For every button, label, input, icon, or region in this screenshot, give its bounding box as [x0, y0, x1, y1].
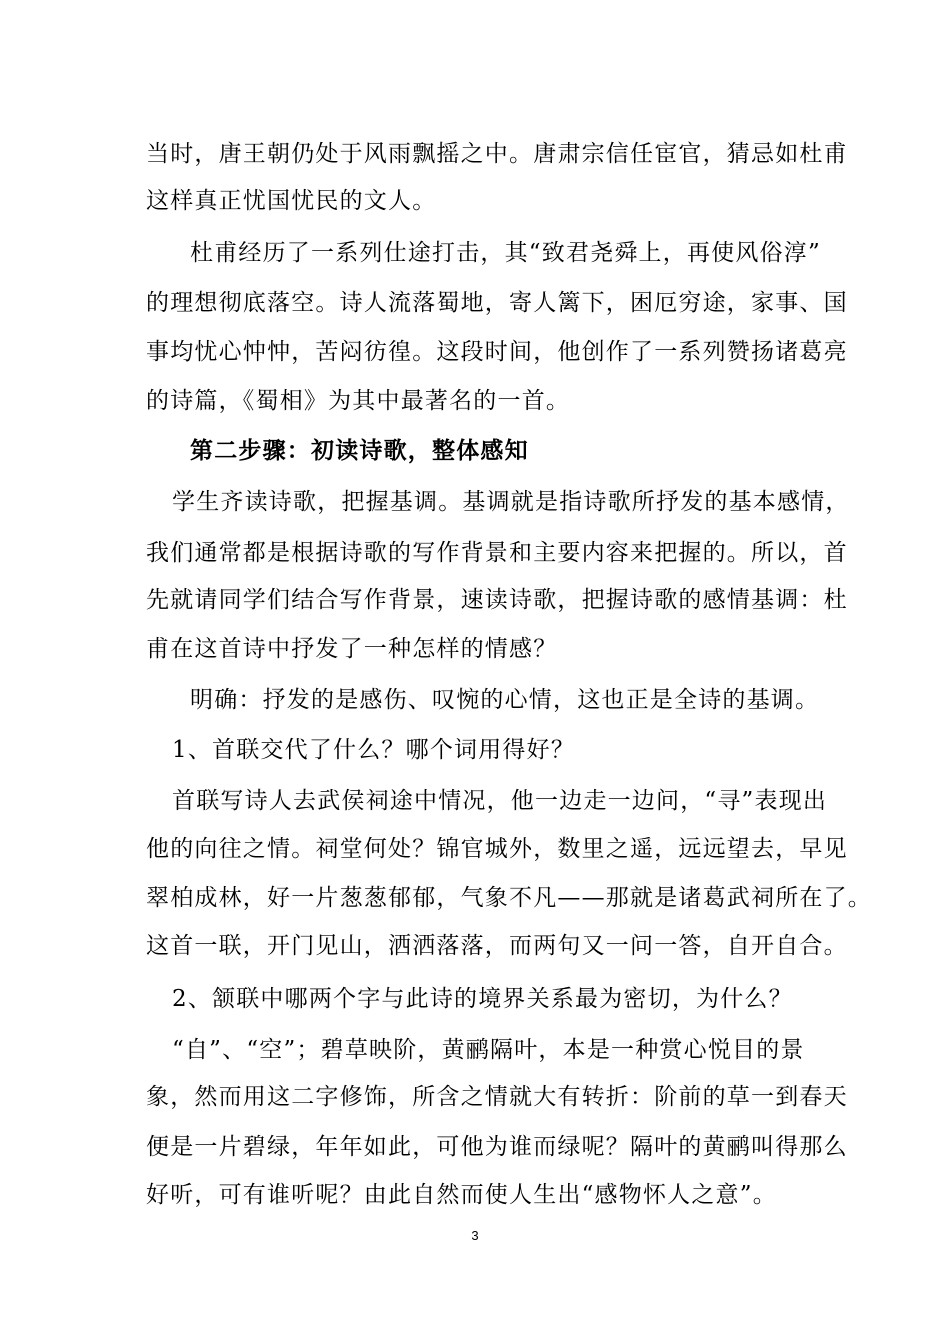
text-line: 首联写诗人去武侯祠途中情况，他一边走一边问，“寻”表现出 [172, 788, 828, 814]
text-line: 的理想彻底落空。诗人流落蜀地，寄人篱下，困厄穷途，家事、国 [146, 290, 848, 316]
text-line: 他的向往之情。祠堂何处？锦官城外，数里之遥，远远望去，早见 [146, 836, 848, 862]
text-line: 便是一片碧绿，年年如此，可他为谁而绿呢？隔叶的黄鹂叫得那么 [146, 1134, 848, 1160]
text-line: 好听，可有谁听呢？由此自然而使人生出“感物怀人之意”。 [146, 1182, 777, 1208]
text-line: 当时，唐王朝仍处于风雨飘摇之中。唐肃宗信任宦官，猜忌如杜甫 [146, 141, 848, 167]
text-line: 翠柏成林，好一片葱葱郁郁，气象不凡——那就是诸葛武祠所在了。 [146, 885, 872, 911]
text-line: 先就请同学们结合写作背景，速读诗歌，把握诗歌的感情基调：杜 [146, 587, 848, 613]
text-line: 明确：抒发的是感伤、叹惋的心情，这也正是全诗的基调。 [190, 687, 820, 713]
section-heading: 第二步骤：初读诗歌，整体感知 [190, 437, 529, 464]
text-line: “自”、“空”；碧草映阶，黄鹂隔叶，本是一种赏心悦目的景 [172, 1037, 805, 1063]
text-line: 我们通常都是根据诗歌的写作背景和主要内容来把握的。所以，首 [146, 540, 848, 566]
question-line: 2、颔联中哪两个字与此诗的境界关系最为密切，为什么？ [172, 986, 793, 1012]
text-line: 杜甫经历了一系列仕途打击，其“致君尧舜上，再使风俗淳” [190, 240, 821, 266]
text-line: 事均忧心忡忡，苦闷彷徨。这段时间，他创作了一系列赞扬诸葛亮 [146, 339, 848, 365]
page-number: 3 [471, 1228, 479, 1243]
question-line: 1、首联交代了什么？哪个词用得好？ [172, 737, 576, 763]
text-line: 这样真正忧国忧民的文人。 [146, 188, 437, 214]
text-line: 甫在这首诗中抒发了一种怎样的情感？ [146, 636, 558, 662]
text-line: 的诗篇，《蜀相》为其中最著名的一首。 [146, 388, 571, 414]
text-line: 这首一联，开门见山，洒洒落落，而两句又一问一答，自开自合。 [146, 933, 848, 959]
text-line: 学生齐读诗歌，把握基调。基调就是指诗歌所抒发的基本感情， [172, 489, 850, 515]
text-line: 象，然而用这二字修饰，所含之情就大有转折：阶前的草一到春天 [146, 1084, 848, 1110]
